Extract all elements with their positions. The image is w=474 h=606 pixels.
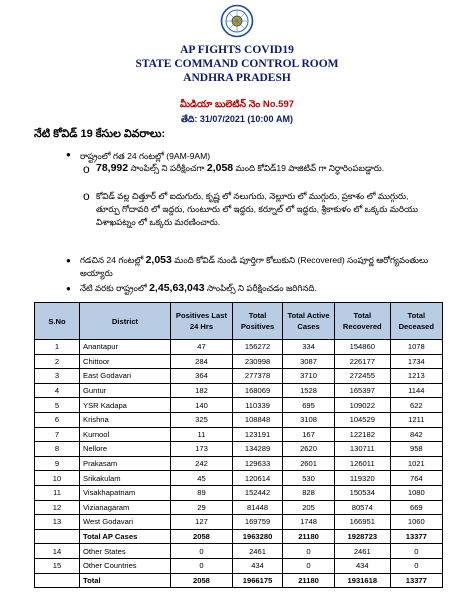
table-cell: 1213 (390, 369, 442, 384)
table-cell: 108848 (232, 412, 282, 427)
table-cell: 11 (171, 427, 233, 442)
column-header: Positives Last 24 Hrs (171, 303, 233, 340)
table-cell: 284 (171, 354, 233, 369)
column-header: S.No (35, 303, 80, 340)
table-cell: 45 (171, 471, 233, 486)
table-cell: Nellore (80, 442, 171, 457)
table-cell: 0 (283, 558, 335, 573)
bullet-icon: ● (66, 256, 71, 265)
table-cell: 166951 (334, 515, 390, 530)
table-cell: 15 (35, 558, 80, 573)
table-cell: 334 (283, 340, 335, 355)
bulletin-date: తేది: 31/07/2021 (10:00 AM) (181, 114, 293, 124)
table-cell: 119320 (334, 471, 390, 486)
table-cell: 764 (390, 471, 442, 486)
table-cell: 2620 (283, 442, 335, 457)
table-cell: 842 (390, 427, 442, 442)
table-cell: 127 (171, 515, 233, 530)
table-cell: 230998 (232, 354, 282, 369)
table-cell: 150534 (334, 485, 390, 500)
table-cell: Visakhapatnam (80, 485, 171, 500)
table-row (35, 529, 443, 544)
table-body (35, 340, 443, 588)
table-cell: 134289 (232, 442, 282, 457)
table-cell: 7 (35, 427, 80, 442)
table-row (35, 573, 443, 588)
table-cell: 80574 (334, 500, 390, 515)
samples-mid-text: సాంపిల్స్ ని పరీక్షించగా (130, 163, 205, 173)
table-row (35, 558, 443, 573)
total-post-text: సాంపిల్స్ ని పరీక్షించడం జరిగినది. (206, 283, 317, 293)
table-cell: 958 (390, 442, 442, 457)
table-cell: 168069 (232, 383, 282, 398)
samples-count: 78,992 (96, 162, 129, 174)
header-line-3: ANDHRA PRADESH (183, 72, 291, 84)
table-cell: 29 (171, 500, 233, 515)
total-samples-count: 2,45,63,043 (149, 282, 205, 294)
table-cell: 2058 (171, 529, 233, 544)
column-header: District (80, 303, 171, 340)
table-cell: 0 (283, 544, 335, 559)
table-row (35, 471, 443, 486)
table-cell: 828 (283, 485, 335, 500)
table-cell: YSR Kadapa (80, 398, 171, 413)
table-cell: 167 (283, 427, 335, 442)
column-header: Total Active Cases (283, 303, 335, 340)
table-cell: 1211 (390, 412, 442, 427)
table-cell: Other Countries (80, 558, 171, 573)
table-cell: 126011 (334, 456, 390, 471)
table-row (35, 442, 443, 457)
table-cell: 12 (35, 500, 80, 515)
bulletin-number: మీడియా బులెటిన్ నెం No.597 (179, 99, 295, 110)
table-cell: 2461 (232, 544, 282, 559)
table-cell: 13 (35, 515, 80, 530)
table-cell: 3108 (283, 412, 335, 427)
section-heading: నేటి కోవిడ్ 19 కేసుల వివరాలు: (34, 128, 166, 140)
table-cell: 1060 (390, 515, 442, 530)
table-cell: Chittoor (80, 354, 171, 369)
header-line-1: AP FIGHTS COVID19 (180, 44, 294, 56)
table-cell: Total AP Cases (80, 529, 171, 544)
positive-count: 2,058 (206, 162, 234, 174)
table-cell: 122182 (334, 427, 390, 442)
table-cell: 277378 (232, 369, 282, 384)
column-header: Total Positives (232, 303, 282, 340)
table-cell: Kurnool (80, 427, 171, 442)
recovered-count: 2,053 (145, 254, 172, 266)
deaths-text: కోవిడ్ వల్ల చిత్తూర్ లో ఐదుగురు, కృష్ణ లో నలుగురు, నెల్లూరు లో ముగ్గురు, ప్రకాశం లో ముగ్గురు, తూర్పు గోదావరి లో ఇద్దరు, గుంటూరు లో ఇద్దరు, కర్నూల్ లో ఇద్దరు, శ్రీకాకుళం లో ఒక్కరు మరియు విశాఖపట్నం లో ఒక్కరు మరణించారు. (96, 191, 419, 227)
table-cell: 205 (283, 500, 335, 515)
table-cell: 1528 (283, 383, 335, 398)
table-cell: 9 (35, 456, 80, 471)
table-cell: Vizianagaram (80, 500, 171, 515)
table-cell: 669 (390, 500, 442, 515)
table-cell: 129633 (232, 456, 282, 471)
table-cell: 2058 (171, 573, 233, 588)
table-cell: Other States (80, 544, 171, 559)
table-cell: 434 (334, 558, 390, 573)
table-cell: Prakasam (80, 456, 171, 471)
table-cell: Srikakulam (80, 471, 171, 486)
table-cell: 123191 (232, 427, 282, 442)
table-cell: 47 (171, 340, 233, 355)
samples-tested-text (96, 162, 426, 175)
table-cell: 169759 (232, 515, 282, 530)
table-cell: 0 (390, 544, 442, 559)
column-header: Total Recovered (334, 303, 390, 340)
table-cell: 1748 (283, 515, 335, 530)
table-row (35, 340, 443, 355)
table-cell: 21180 (283, 573, 335, 588)
table-cell: 13377 (390, 573, 442, 588)
table-cell: 1966175 (232, 573, 282, 588)
table-row (35, 500, 443, 515)
table-cell: 154860 (334, 340, 390, 355)
table-cell: 4 (35, 383, 80, 398)
table-row (35, 369, 443, 384)
table-cell (35, 573, 80, 588)
table-header-row (35, 303, 443, 340)
table-cell: 21180 (283, 529, 335, 544)
table-row (35, 427, 443, 442)
table-row (35, 456, 443, 471)
table-cell: 434 (232, 558, 282, 573)
table-row (35, 515, 443, 530)
table-cell: Anantapur (80, 340, 171, 355)
table-cell: 110339 (232, 398, 282, 413)
table-cell: Total (80, 573, 171, 588)
column-header: Total Deceased (390, 303, 442, 340)
table-cell: 3 (35, 369, 80, 384)
table-cell: West Godavari (80, 515, 171, 530)
table-cell: 622 (390, 398, 442, 413)
table-cell: 1931618 (334, 573, 390, 588)
table-cell: 695 (283, 398, 335, 413)
table-cell: 1021 (390, 456, 442, 471)
table-cell: 2 (35, 354, 80, 369)
table-cell: 1078 (390, 340, 442, 355)
table-cell: 242 (171, 456, 233, 471)
table-cell: 1080 (390, 485, 442, 500)
table-cell: 14 (35, 544, 80, 559)
table-cell: 81448 (232, 500, 282, 515)
table-cell: 130711 (334, 442, 390, 457)
table-cell: 2461 (334, 544, 390, 559)
table-cell: 173 (171, 442, 233, 457)
table-cell: 120614 (232, 471, 282, 486)
table-cell: 5 (35, 398, 80, 413)
table-cell: 182 (171, 383, 233, 398)
table-cell: 152442 (232, 485, 282, 500)
table-cell (35, 529, 80, 544)
table-row (35, 544, 443, 559)
table-cell: Krishna (80, 412, 171, 427)
table-cell: 364 (171, 369, 233, 384)
table-cell: 11 (35, 485, 80, 500)
table-cell: 13377 (390, 529, 442, 544)
table-cell: 0 (171, 544, 233, 559)
sub-bullet-icon: o (83, 189, 90, 203)
table-cell: 3710 (283, 369, 335, 384)
table-cell: 272455 (334, 369, 390, 384)
bullet-icon: ● (66, 150, 71, 159)
table-row (35, 412, 443, 427)
table-cell: 1734 (390, 354, 442, 369)
total-samples-text (80, 282, 430, 295)
district-cases-table (34, 302, 443, 588)
table-cell: 109022 (334, 398, 390, 413)
recovered-text (80, 254, 430, 280)
table-cell: 140 (171, 398, 233, 413)
table-cell: 1144 (390, 383, 442, 398)
table-cell: East Godavari (80, 369, 171, 384)
sub-bullet-icon: o (83, 162, 90, 176)
total-pre-text: నేటి వరకు రాష్ట్రంలో (80, 283, 147, 293)
table-cell: 2601 (283, 456, 335, 471)
header-line-2: STATE COMMAND CONTROL ROOM (135, 58, 339, 70)
table-cell: 226177 (334, 354, 390, 369)
table-cell: 325 (171, 412, 233, 427)
table-row (35, 354, 443, 369)
table-row (35, 383, 443, 398)
bullet-icon: ● (66, 284, 71, 293)
table-cell: 104529 (334, 412, 390, 427)
table-cell: 89 (171, 485, 233, 500)
state-intro-text: రాష్ట్రంలో గత 24 గంటల్లో (9AM-9AM) (80, 151, 211, 161)
recovered-pre-text: గడచిన 24 గంటల్లో (80, 255, 144, 265)
table-cell: 1963280 (232, 529, 282, 544)
table-cell: 1 (35, 340, 80, 355)
table-cell: 8 (35, 442, 80, 457)
table-cell: 1928723 (334, 529, 390, 544)
recovered-post-text: మంది కోవిడ్ నుండి పూర్తిగా కోలుకుని (Recovered) సంపూర్ణ ఆరోగ్యవంతులు అయ్యారు (80, 255, 429, 278)
table-row (35, 485, 443, 500)
table-cell: 10 (35, 471, 80, 486)
samples-end-text: మంది కోవిడ్19 పాజిటివ్ గా నిర్ధారింపబడ్డారు. (235, 163, 385, 173)
table-cell: 156272 (232, 340, 282, 355)
table-cell: Guntur (80, 383, 171, 398)
table-cell: 6 (35, 412, 80, 427)
table-cell: 0 (171, 558, 233, 573)
ap-state-emblem-icon (218, 4, 256, 38)
table-cell: 530 (283, 471, 335, 486)
table-cell: 3087 (283, 354, 335, 369)
table-cell: 165397 (334, 383, 390, 398)
table-cell: 0 (390, 558, 442, 573)
table-row (35, 398, 443, 413)
